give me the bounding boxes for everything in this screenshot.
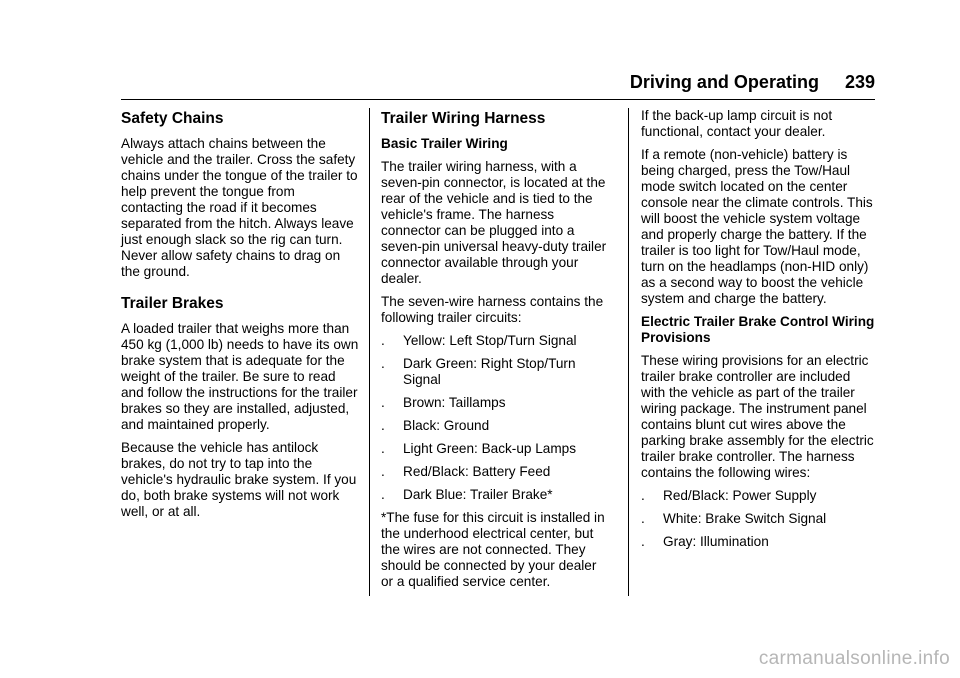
bullet-mark: .	[641, 534, 645, 549]
brake-control-subheading: Electric Trailer Brake Control Wiring Provisions	[641, 314, 875, 345]
list-item: . White: Brake Switch Signal	[641, 511, 827, 526]
list-item: . Red/Black: Battery Feed	[381, 464, 551, 479]
backup-lamp-text: If the back-up lamp circuit is not functional, contact your dealer.	[641, 108, 833, 139]
column-divider	[628, 108, 629, 596]
trailer-brakes-heading: Trailer Brakes	[121, 295, 224, 312]
safety-chains-text: Always attach chains between the vehicle and the trailer. Cross the safety chains under the tongue of the trailer to help prevent the tongue from contacting the road if it becomes separated from the hitch. Always leave just enough slack so the rig can turn. Never allow safety chains to drag on the ground.	[121, 136, 358, 279]
safety-chains-heading: Safety Chains	[121, 110, 224, 127]
wiring-harness-text-2: The seven-wire harness contains the following trailer circuits:	[381, 294, 604, 325]
bullet-mark: .	[381, 333, 385, 348]
fuse-note: *The fuse for this circuit is installed in the underhood electrical center, but the wires are not connected. They should be connected by your dealer or a qualified service center.	[381, 510, 605, 589]
list-item: . Yellow: Left Stop/Turn Signal	[381, 333, 577, 348]
basic-wiring-subheading: Basic Trailer Wiring	[381, 136, 508, 151]
column-3	[641, 108, 876, 557]
list-item: . Brown: Taillamps	[381, 395, 506, 410]
list-item: . Dark Green: Right Stop/Turn Signal	[381, 356, 576, 387]
list-item: . Light Green: Back-up Lamps	[381, 441, 577, 456]
list-item: . Black: Ground	[381, 418, 490, 433]
bullet-mark: .	[641, 511, 645, 526]
section-title: Driving and Operating	[629, 72, 819, 92]
wiring-harness-text-1: The trailer wiring harness, with a seven-pin connector, is located at the rear of the vehicle and is tied to the vehicle's frame. The harness connector can be plugged into a seven-pin universal heavy-duty trailer connector available through your dealer.	[381, 159, 607, 286]
bullet-mark: .	[381, 356, 385, 371]
header-rule	[121, 99, 875, 100]
bullet-mark: .	[381, 441, 385, 456]
circuit-list	[381, 333, 611, 503]
wiring-provisions-text: These wiring provisions for an electric trailer brake controller are included with the vehicle as part of the trailer wiring package. The instrument panel contains blunt cut wires above the parking brake assembly for the electric trailer brake controller. The harness contains the following wires:	[641, 353, 874, 480]
bullet-mark: .	[641, 488, 645, 503]
bullet-mark: .	[381, 395, 385, 410]
list-item: . Dark Blue: Trailer Brake*	[381, 487, 553, 502]
trailer-brakes-text-2: Because the vehicle has antilock brakes, do not try to tap into the vehicle's hydraulic brake system. If you do, both brake systems will not work well, or at all.	[121, 440, 357, 519]
list-item: . Red/Black: Power Supply	[641, 488, 817, 503]
bullet-mark: .	[381, 464, 385, 479]
column-2	[381, 108, 611, 597]
bullet-mark: .	[381, 487, 385, 502]
column-divider	[369, 108, 370, 596]
column-1	[121, 108, 359, 527]
watermark-text: carmanualsonline.info	[758, 648, 950, 669]
trailer-brakes-text-1: A loaded trailer that weighs more than 450 kg (1,000 lb) needs to have its own brake system that is adequate for the weight of the trailer. Be sure to read and follow the instructions for the trailer brakes so they are installed, adjusted, and maintained properly.	[121, 321, 359, 432]
wire-list	[641, 488, 876, 550]
remote-battery-text: If a remote (non-vehicle) battery is being charged, press the Tow/Haul mode switch located on the center console near the climate controls. This will boost the vehicle system voltage and properly charge the battery. If the trailer is too light for Tow/Haul mode, turn on the headlamps (non-HID only) as a second way to boost the vehicle system and charge the battery.	[641, 147, 873, 306]
page-header	[630, 72, 875, 93]
list-item: . Gray: Illumination	[641, 534, 769, 549]
bullet-mark: .	[381, 418, 385, 433]
wiring-harness-heading: Trailer Wiring Harness	[381, 110, 546, 127]
page-number: 239	[844, 72, 875, 92]
